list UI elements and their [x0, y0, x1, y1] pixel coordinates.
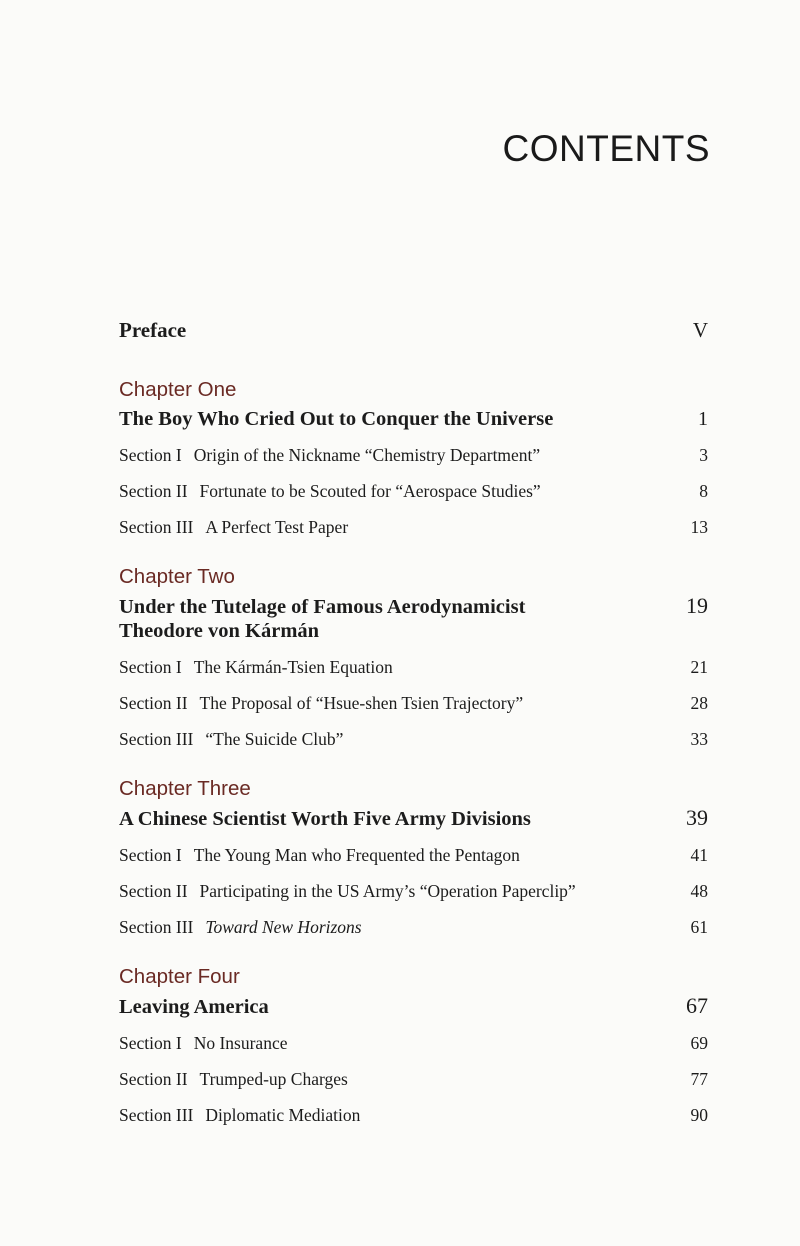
section-page-number: 48: [690, 881, 708, 901]
chapter-block: [119, 963, 708, 1127]
toc-entry-section[interactable]: [119, 1103, 708, 1127]
toc-entry-section[interactable]: [119, 1067, 708, 1091]
chapter-title: [119, 595, 525, 643]
section-title: The Kármán-Tsien Equation: [193, 657, 393, 677]
chapter-page-number: 19: [686, 593, 708, 618]
section-page-number: 21: [690, 657, 708, 677]
preface-title: Preface: [119, 318, 187, 342]
section-label: Section II: [119, 1069, 188, 1089]
chapter-block: [119, 775, 708, 939]
chapter-label: Chapter Three: [119, 777, 251, 800]
section-label: Section III: [119, 1105, 194, 1125]
chapter-title: Leaving America: [119, 996, 269, 1018]
section-label: Section III: [119, 917, 194, 937]
toc-entry-section[interactable]: [119, 1031, 708, 1055]
section-title: Origin of the Nickname “Chemistry Department”: [193, 445, 541, 465]
section-title: The Proposal of “Hsue-shen Tsien Trajectory”: [199, 693, 524, 713]
section-title: A Perfect Test Paper: [205, 517, 349, 537]
toc-entry-section[interactable]: [119, 727, 708, 751]
toc-entry-chapter-title[interactable]: [119, 806, 708, 831]
chapter-page-number: 67: [686, 993, 708, 1018]
section-title: “The Suicide Club”: [205, 729, 344, 749]
section-page-number: 61: [690, 917, 708, 937]
toc-entry-chapter-title[interactable]: [119, 407, 708, 431]
chapter-label: Chapter One: [119, 378, 237, 401]
section-title: The Young Man who Frequented the Pentagon: [193, 845, 520, 865]
section-label: Section I: [119, 657, 182, 677]
section-page-number: 41: [690, 845, 708, 865]
section-label: Section III: [119, 517, 194, 537]
section-page-number: 69: [690, 1033, 708, 1053]
toc-entry-section[interactable]: [119, 479, 708, 503]
section-title: No Insurance: [193, 1033, 288, 1053]
section-label: Section III: [119, 729, 194, 749]
section-page-number: 33: [690, 729, 708, 749]
toc-entry-section[interactable]: [119, 879, 708, 903]
section-page-number: 77: [690, 1069, 708, 1089]
chapter-label: Chapter Two: [119, 565, 235, 588]
toc-entry-section[interactable]: [119, 515, 708, 539]
toc-entry-section[interactable]: [119, 443, 708, 467]
chapter-block: [119, 563, 708, 751]
toc-entry-section[interactable]: [119, 691, 708, 715]
toc-entry-section[interactable]: [119, 655, 708, 679]
chapter-title-line: Theodore von Kármán: [119, 620, 320, 642]
section-title: Fortunate to be Scouted for “Aerospace Studies”: [199, 481, 541, 501]
section-title: Trumped-up Charges: [199, 1069, 348, 1089]
preface-page-number: V: [692, 318, 708, 342]
section-label: Section II: [119, 881, 188, 901]
page-title: CONTENTS: [502, 128, 710, 169]
chapter-title: The Boy Who Cried Out to Conquer the Universe: [119, 408, 554, 430]
section-title: Toward New Horizons: [205, 917, 362, 937]
section-page-number: 8: [699, 481, 708, 501]
section-label: Section I: [119, 445, 182, 465]
toc-entry-section[interactable]: [119, 915, 708, 939]
chapter-page-number: 39: [686, 805, 708, 830]
section-page-number: 28: [690, 693, 708, 713]
section-label: Section I: [119, 1033, 182, 1053]
toc-entry-preface[interactable]: [119, 318, 708, 352]
section-page-number: 3: [699, 445, 708, 465]
section-label: Section II: [119, 693, 188, 713]
section-label: Section I: [119, 845, 182, 865]
toc-entry-chapter-title[interactable]: [119, 594, 708, 643]
chapter-title: A Chinese Scientist Worth Five Army Divisions: [119, 808, 531, 830]
toc-entry-chapter-title[interactable]: [119, 994, 708, 1019]
chapter-label: Chapter Four: [119, 965, 240, 988]
section-page-number: 90: [690, 1105, 708, 1125]
toc-entry-section[interactable]: [119, 843, 708, 867]
section-title: Participating in the US Army’s “Operation Paperclip”: [199, 881, 576, 901]
section-title: Diplomatic Mediation: [205, 1105, 361, 1125]
chapter-page-number: 1: [698, 408, 708, 430]
chapter-block: [119, 376, 708, 539]
section-page-number: 13: [690, 517, 708, 537]
table-of-contents: [119, 318, 708, 1127]
section-label: Section II: [119, 481, 188, 501]
chapter-title-line: Under the Tutelage of Famous Aerodynamicist: [119, 596, 526, 618]
